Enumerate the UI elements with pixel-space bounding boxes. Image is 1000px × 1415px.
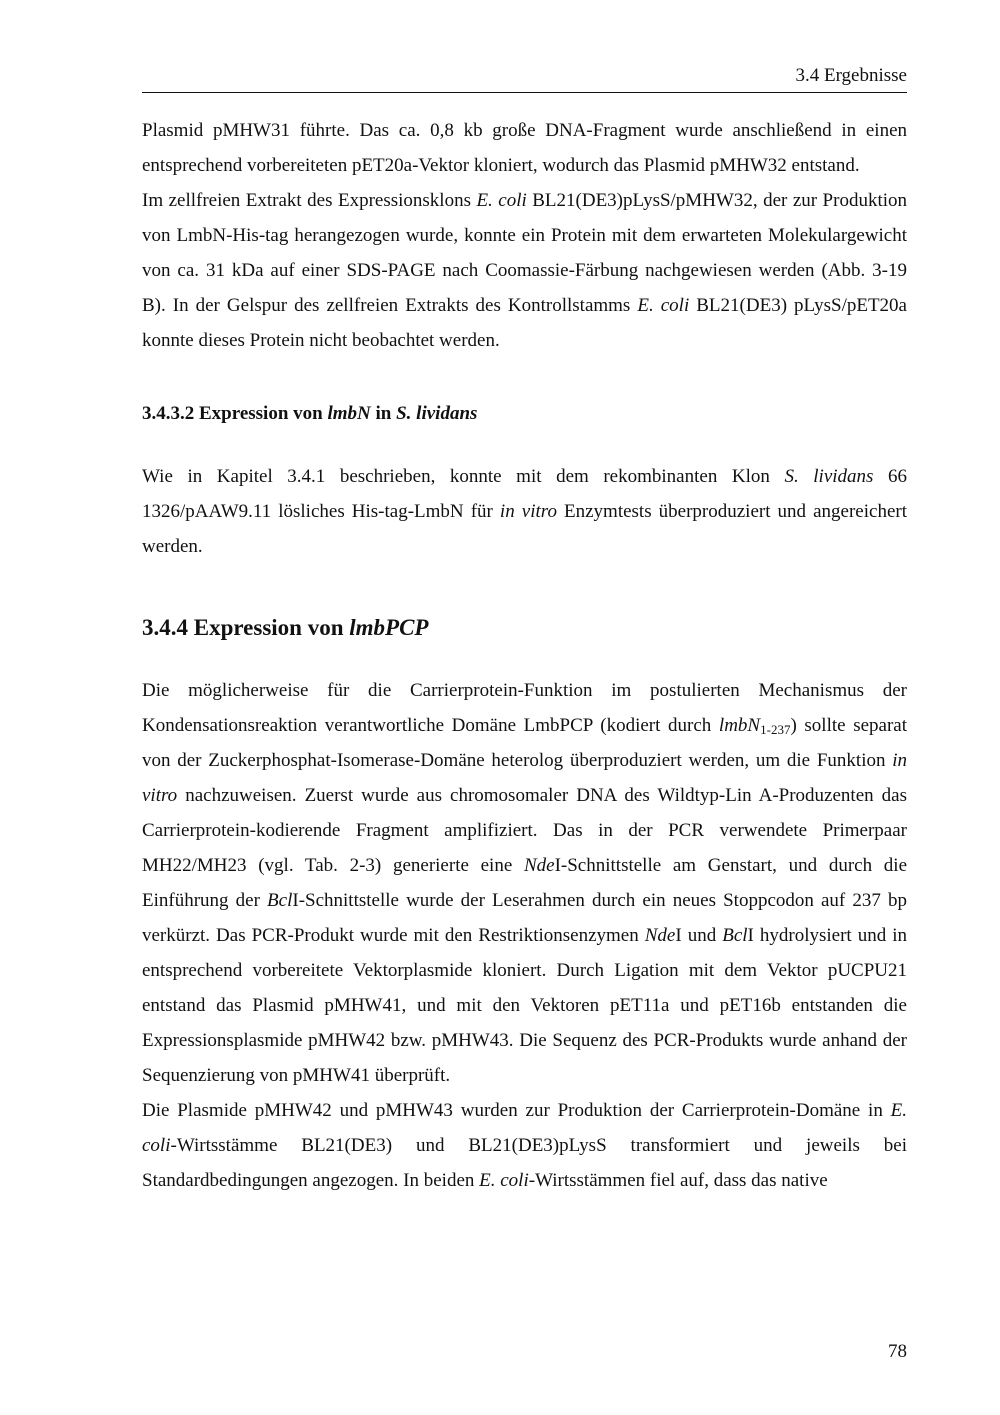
header-rule [142,92,907,93]
paragraph-2: Im zellfreien Extrakt des Expressionsklons E. coli BL21(DE3)pLysS/pMHW32, der zur Produktion von LmbN-His-tag herangezogen wurde, konnte ein Protein mit dem erwarteten Molekulargewicht von ca. 31 kDa auf einer SDS-PAGE nach Coomassie-Färbung nachgewiesen werden (Abb. 3-19 B). In der Gelspur des zellfreien Extrakts des Kontrollstamms E. coli BL21(DE3) pLysS/pET20a konnte dieses Protein nicht beobachtet werden. [142,190,907,351]
spacer [142,358,907,396]
spacer [142,564,907,610]
paragraph-3: Wie in Kapitel 3.4.1 beschrieben, konnte mit dem rekombinanten Klon S. lividans 66 1326/pAAW9.11 lösliches His-tag-LmbN für in vitro Enzymtests überproduziert und angereichert werden. [142,466,908,557]
subsection-heading-3-4-3-2: 3.4.3.2 Expression von lmbN in S. lividans [142,403,478,424]
section-heading-3-4-4: 3.4.4 Expression von lmbPCP [142,615,429,640]
spacer [142,431,907,459]
page-body [142,113,907,1198]
spacer [142,645,907,673]
paragraph-1: Plasmid pMHW31 führte. Das ca. 0,8 kb große DNA-Fragment wurde anschließend in einen entsprechend vorbereiteten pET20a-Vektor kloniert, wodurch das Plasmid pMHW32 entstand. [142,120,907,176]
running-header: 3.4 Ergebnisse [795,65,907,86]
page-number: 78 [888,1341,907,1362]
paragraph-4: Die möglicherweise für die Carrierprotein-Funktion im postulierten Mechanismus der Kondensationsreaktion verantwortliche Domäne LmbPCP (kodiert durch lmbN$_{1-237}$) sollte separat von der Zuckerphosphat-Isomerase-Domäne heterolog überproduziert werden, um die Funktion in vitro nachzuweisen. Zuerst wurde aus chromosomaler DNA des Wildtyp-Lin A-Produzenten das Carrierprotein-kodierende Fragment amplifiziert. Das in der PCR verwendete Primerpaar MH22/MH23 (vgl. Tab. 2-3) generierte eine NdeI-Schnittstelle am Genstart, und durch die Einführung der BclI-Schnittstelle wurde der Leserahmen durch ein neues Stoppcodon auf 237 bp verkürzt. Das PCR-Produkt wurde mit den Restriktionsenzymen NdeI und BclI hydrolysiert und in entsprechend vorbereitete Vektorplasmide kloniert. Durch Ligation mit dem Vektor pUCPU21 entstand das Plasmid pMHW41, und mit den Vektoren pET11a und pET16b entstanden die Expressionsplasmide pMHW42 bzw. pMHW43. Die Sequenz des PCR-Produkts wurde anhand der Sequenzierung von pMHW41 überprüft. [142,680,907,1086]
paragraph-5: Die Plasmide pMHW42 und pMHW43 wurden zur Produktion der Carrierprotein-Domäne in E. coli-Wirtsstämme BL21(DE3) und BL21(DE3)pLysS transformiert und jeweils bei Standardbedingungen angezogen. In beiden E. coli-Wirtsstämmen fiel auf, dass das native [142,1100,907,1191]
